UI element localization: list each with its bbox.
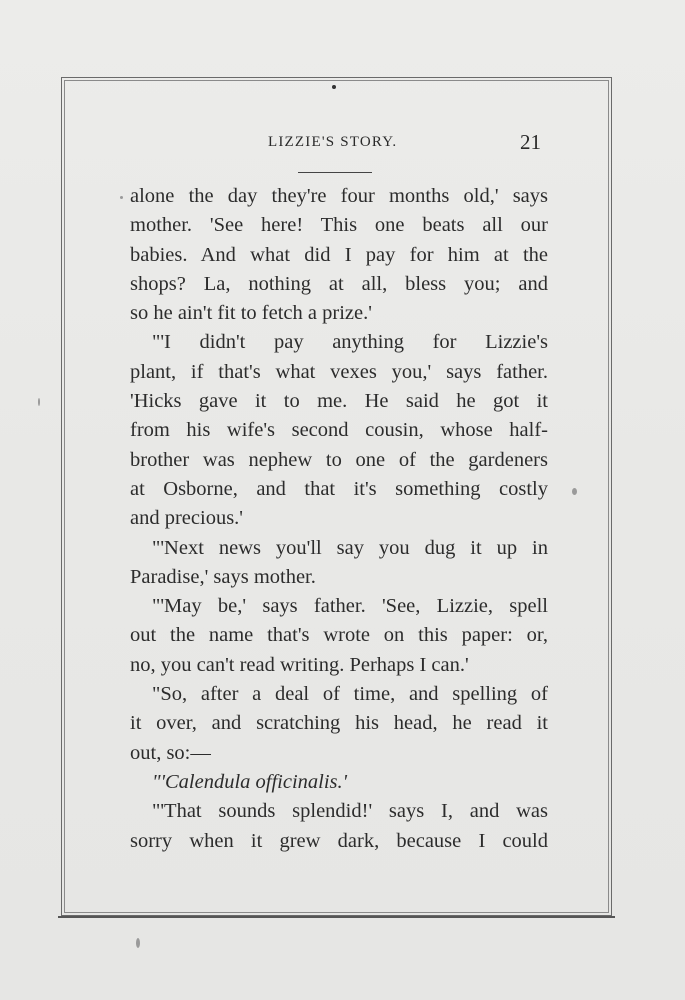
text-line: no, you can't read writing. Perhaps I can.' [130, 653, 469, 676]
text-line: out the name that's wrote on this paper: or, [130, 624, 548, 647]
text-line: mother. 'See here! This one beats all our [130, 214, 548, 237]
text-line: from his wife's second cousin, whose half- [130, 419, 548, 442]
text-line: plant, if that's what vexes you,' says father. [130, 360, 548, 383]
text-line: so he ain't fit to fetch a prize.' [130, 302, 372, 325]
text-line: it over, and scratching his head, he read it [130, 712, 548, 735]
text-line: "'May be,' says father. 'See, Lizzie, spell [152, 595, 548, 618]
paper-speck [572, 488, 577, 495]
text-line: "So, after a deal of time, and spelling of [152, 683, 548, 706]
text-line: babies. And what did I pay for him at the [130, 243, 548, 266]
text-line: "'I didn't pay anything for Lizzie's [152, 331, 548, 354]
paper-speck [38, 398, 40, 406]
text-line: "'Next news you'll say you dug it up in [152, 536, 548, 559]
bottom-rule [58, 916, 615, 918]
paper-speck [136, 938, 140, 948]
text-line: "'That sounds splendid!' says I, and was [152, 800, 548, 823]
text-line: alone the day they're four months old,' says [130, 185, 548, 207]
body-text [130, 182, 548, 856]
text-line-italic [130, 768, 548, 797]
ink-dot [332, 85, 336, 89]
text-line: sorry when it grew dark, because I could [130, 829, 548, 852]
text-line: shops? La, nothing at all, bless you; and [130, 272, 548, 295]
running-head-title: LIZZIE'S STORY. [268, 134, 398, 150]
text-line: and precious.' [130, 507, 243, 530]
paper-speck [120, 196, 123, 199]
page-number: 21 [520, 130, 541, 154]
text-line: at Osborne, and that it's something costly [130, 477, 548, 500]
text-line: Paradise,' says mother. [130, 565, 316, 588]
heading-rule [298, 172, 372, 173]
latin-name: "'Calendula officinalis.' [152, 770, 348, 793]
text-line: out, so:— [130, 741, 211, 764]
text-line: 'Hicks gave it to me. He said he got it [130, 390, 548, 413]
text-line: brother was nephew to one of the gardeners [130, 448, 548, 471]
